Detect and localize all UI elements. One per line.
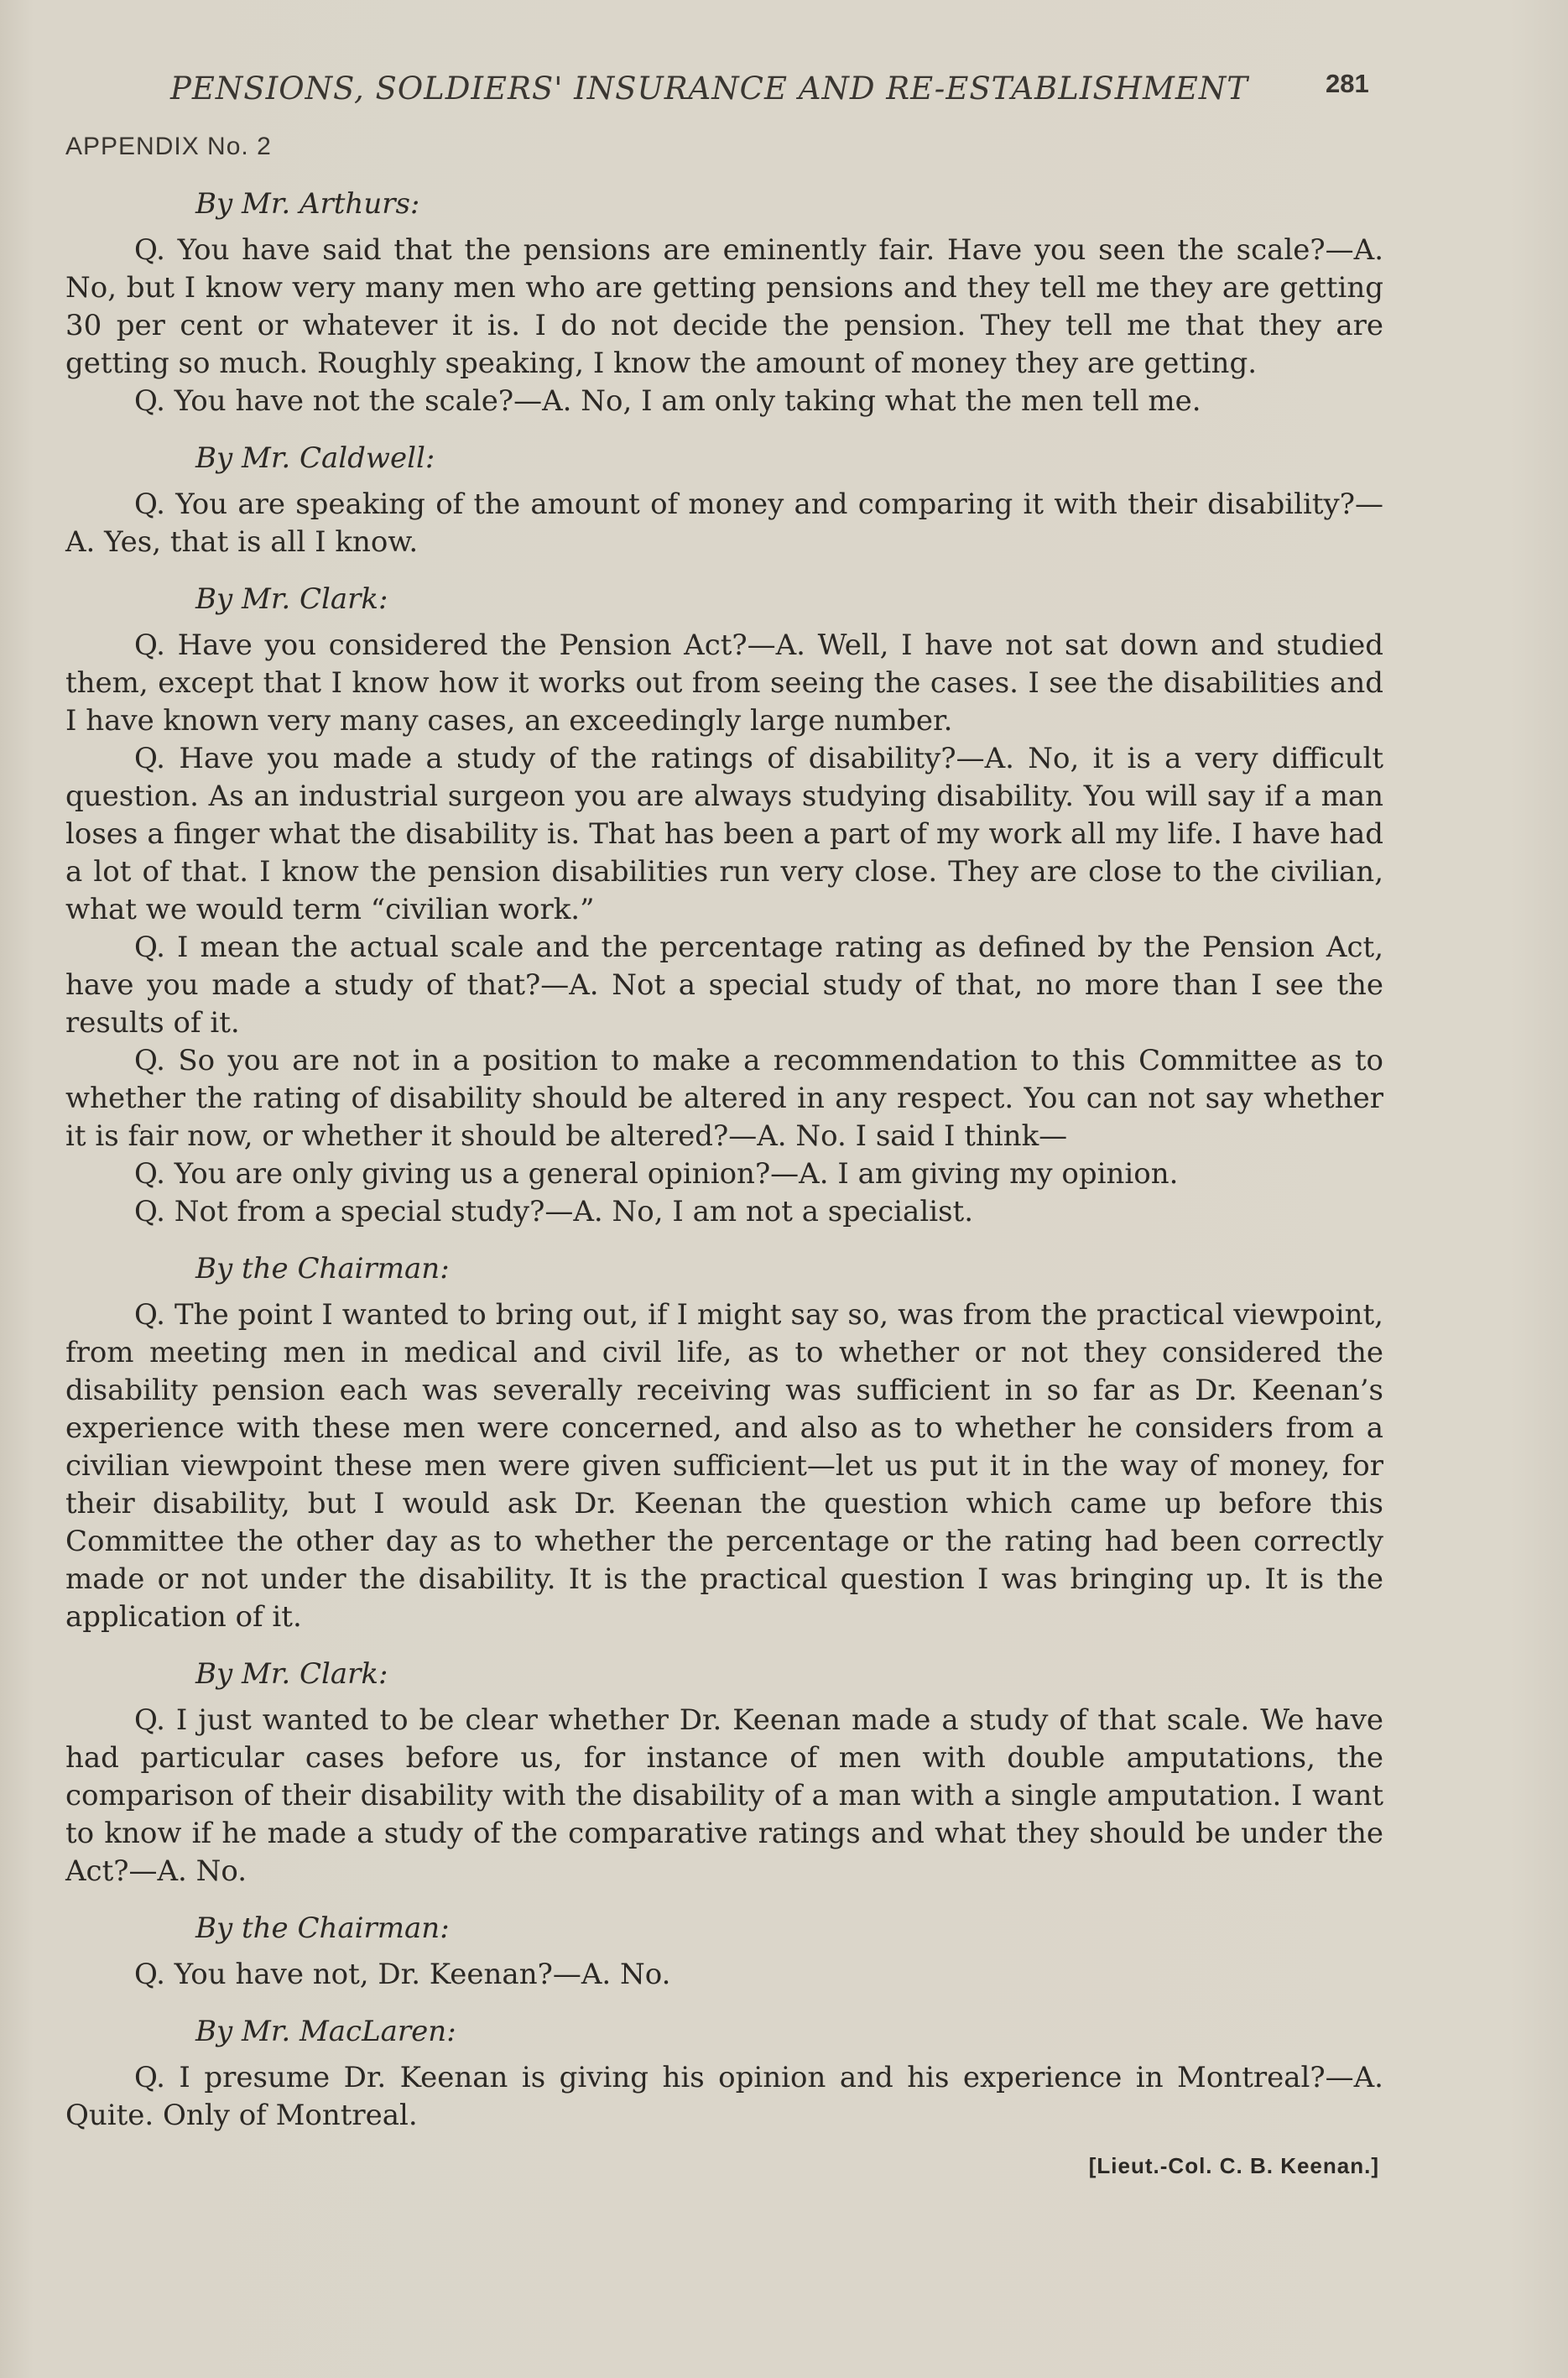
question-answer-paragraph: Q. So you are not in a position to make a recommendation to this Committee as to whether the rating of disability should be altered in any respect. You can not say whether it is fair now, or whether it should be altered?—A. No. I said I think— (65, 1044, 1383, 1153)
appendix-label: APPENDIX No. 2 (65, 133, 272, 160)
question-answer-paragraph: Q. You have said that the pensions are eminently fair. Have you seen the scale?—A. No, but I know very many men who are getting pensions and they tell me they are getting 30 per cent or whatever it is. I do not decide the pension. They tell me that they are getting so much. Roughly speaking, I know the amount of money they are getting. (65, 233, 1383, 380)
testimony-section (65, 439, 1383, 561)
speaker-heading: By Mr. Clark: (195, 582, 388, 616)
speaker-heading: By Mr. Clark: (195, 1657, 388, 1691)
question-answer-paragraph: Q. Have you considered the Pension Act?—A. Well, I have not sat down and studied them, except that I know how it works out from seeing the cases. I see the disabilities and I have known very many cases, an exceedingly large number. (65, 628, 1383, 738)
question-answer-paragraph: Q. I just wanted to be clear whether Dr. Keenan made a study of that scale. We have had particular cases before us, for instance of men with double amputations, the comparison of their disability with the disability of a man with a single amputation. I want to know if he made a study of the comparative ratings and what they should be under the Act?—A. No. (65, 1703, 1383, 1888)
speaker-heading: By Mr. Arthurs: (195, 187, 420, 221)
page-number: 281 (1326, 69, 1369, 98)
witness-signature: [Lieut.-Col. C. B. Keenan.] (1088, 2153, 1379, 2178)
question-answer-paragraph: Q. Not from a special study?—A. No, I am not a specialist. (134, 1195, 973, 1228)
question-answer-paragraph: Q. I presume Dr. Keenan is giving his opinion and his experience in Montreal?—A. Quite. Only of Montreal. (65, 2061, 1383, 2132)
running-title: PENSIONS, SOLDIERS' INSURANCE AND RE-ESTABLISHMENT (170, 70, 1248, 107)
speaker-heading: By the Chairman: (195, 1911, 450, 1945)
testimony-section (65, 580, 1383, 1231)
question-answer-paragraph: Q. You are speaking of the amount of money and comparing it with their disability?—A. Yes, that is all I know. (65, 488, 1383, 559)
testimony-body (65, 185, 1383, 2135)
testimony-section (65, 185, 1383, 420)
speaker-heading: By Mr. Caldwell: (195, 441, 435, 475)
question-answer-paragraph: Q. The point I wanted to bring out, if I might say so, was from the practical viewpoint, from meeting men in medical and civil life, as to whether or not they considered the disability pension each was severally receiving was sufficient in so far as Dr. Keenan’s experience with these men were concerned, and also as to whether he considers from a civilian viewpoint these men were given sufficient—let us put it in the way of money, for their disability, but I would ask Dr. Keenan the question which came up before this Committee the other day as to whether the percentage or the rating had been correctly made or not under the disability. It is the practical question I was bringing up. It is the application of it. (65, 1298, 1383, 1634)
question-answer-paragraph: Q. You are only giving us a general opinion?—A. I am giving my opinion. (134, 1157, 1179, 1191)
testimony-section (65, 1909, 1383, 1994)
testimony-section (65, 1655, 1383, 1890)
question-answer-paragraph: Q. You have not, Dr. Keenan?—A. No. (134, 1958, 671, 1991)
running-head (65, 67, 1383, 126)
testimony-section (65, 2012, 1383, 2135)
testimony-section (65, 1249, 1383, 1636)
question-answer-paragraph: Q. Have you made a study of the ratings of disability?—A. No, it is a very difficult question. As an industrial surgeon you are always studying disability. You will say if a man loses a finger what the disability is. That has been a part of my work all my life. I have had a lot of that. I know the pension disabilities run very close. They are close to the civilian, what we would term “civilian work.” (65, 742, 1383, 926)
speaker-heading: By the Chairman: (195, 1252, 450, 1285)
speaker-heading: By Mr. MacLaren: (195, 2015, 456, 2048)
question-answer-paragraph: Q. You have not the scale?—A. No, I am only taking what the men tell me. (134, 384, 1201, 418)
question-answer-paragraph: Q. I mean the actual scale and the percentage rating as defined by the Pension Act, have you made a study of that?—A. Not a special study of that, no more than I see the results of it. (65, 931, 1383, 1040)
